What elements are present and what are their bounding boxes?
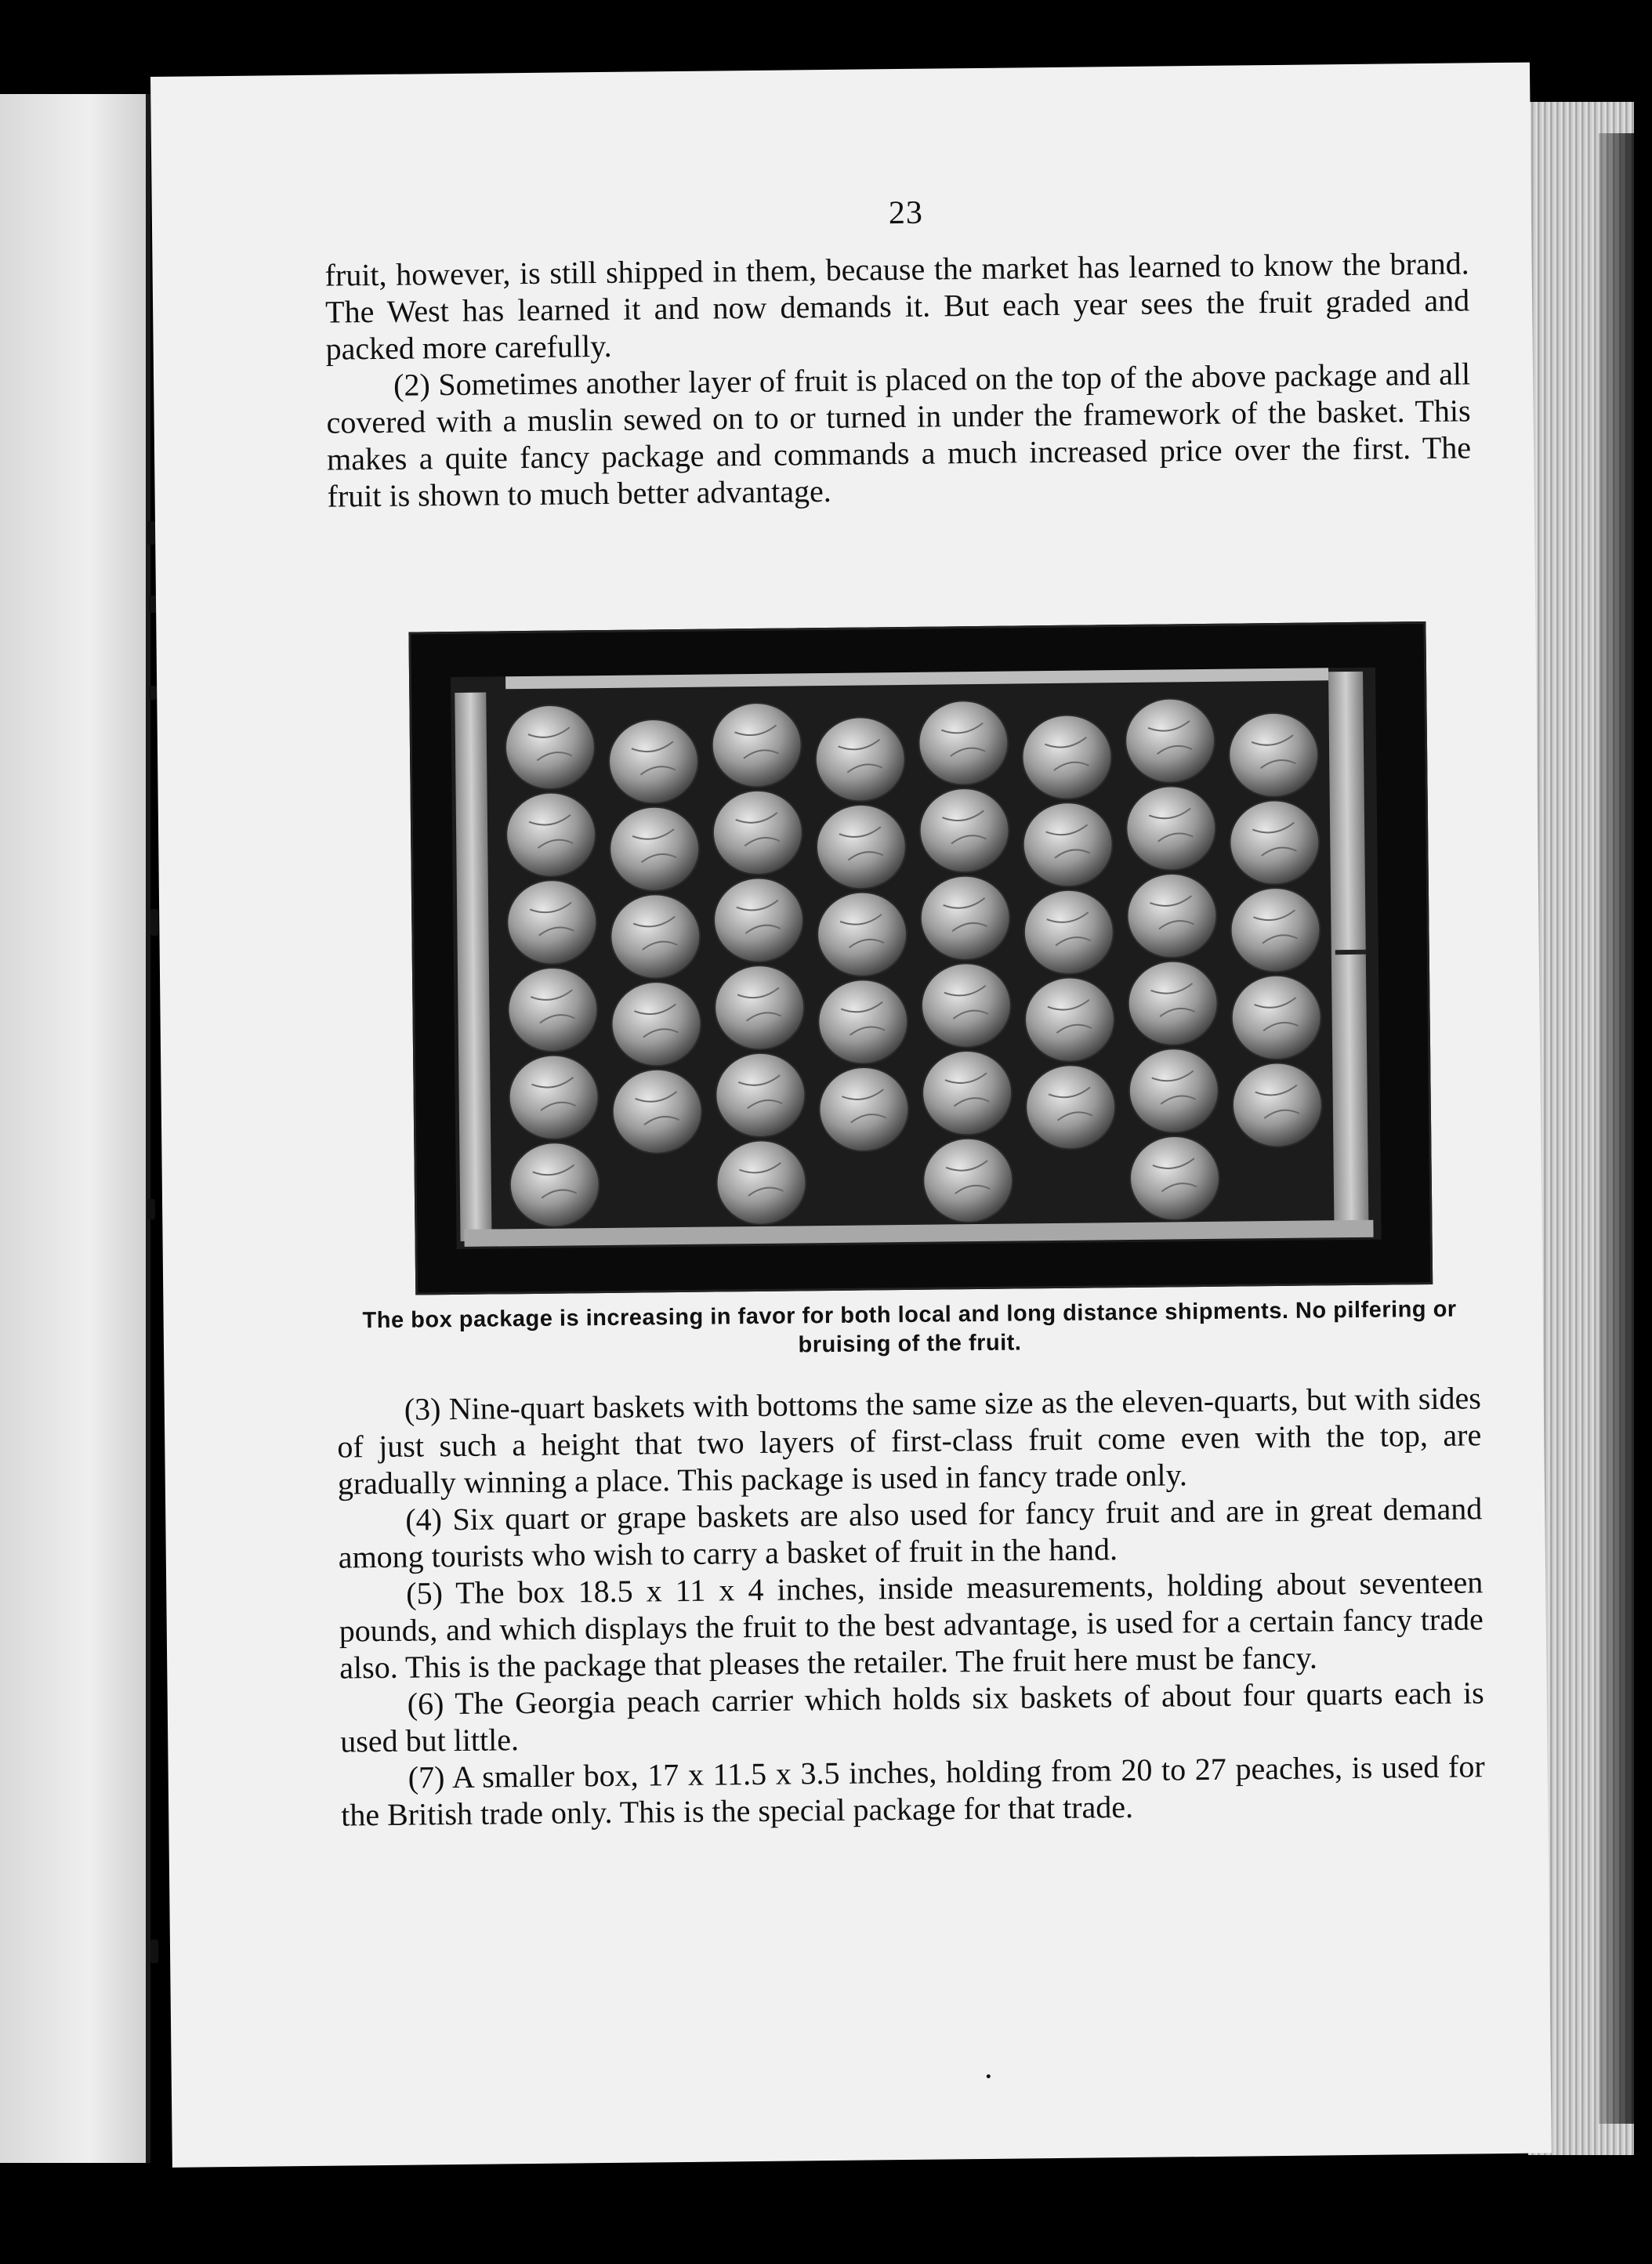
box-right-seam [1335, 950, 1367, 955]
wrapped-peach [1129, 1049, 1219, 1133]
wrapped-peach [612, 1069, 702, 1154]
wrapped-peach [921, 963, 1011, 1048]
gutter-mark [147, 1199, 155, 1219]
wrapped-peach [1023, 802, 1113, 887]
paragraph-3: (3) Nine-quart baskets with bottoms the same size as the eleven-quarts, but with sides of just such a height that two layers of first-class fruit come even with the top, are gradually winning a place. This package is used in fancy trade only. [337, 1380, 1482, 1501]
wrapped-peach [815, 717, 905, 802]
fruit-box-illustration [411, 624, 1430, 1292]
wrapped-peach [509, 1143, 600, 1227]
wrapped-peach [923, 1138, 1013, 1223]
gutter-mark [149, 686, 157, 700]
paragraph-2: (2) Sometimes another layer of fruit is placed on the top of the above package and all covered with a muslin sewed on to or turned in under the framework of the basket. This makes a quite fancy package and commands a much increased price over the first. The fruit is shown to much better advantage. [326, 356, 1472, 514]
top-text-block [324, 245, 1471, 514]
gutter-mark [147, 521, 155, 545]
wrapped-peach [819, 1067, 909, 1151]
fruit-box-photo [408, 621, 1433, 1295]
paragraph-4: (4) Six quart or grape baskets are also used for fancy fruit and are in great demand among tourists who wish to carry a basket of fruit in the hand. [338, 1491, 1483, 1575]
wrapped-peach [816, 804, 906, 889]
wrapped-peach [1127, 873, 1217, 958]
wrapped-peach [1022, 715, 1112, 799]
wrapped-peach [818, 980, 908, 1064]
gutter-mark [150, 909, 158, 936]
paragraph-5: (5) The box 18.5 x 11 x 4 inches, inside measurements, holding about seventeen pounds, and which displays the fruit to the best advantage, is used for a certain fancy trade also. This is the package that pleases the retailer. The fruit here must be fancy. [339, 1564, 1484, 1686]
wrapped-peach [1230, 800, 1320, 885]
wrapped-peach [610, 806, 700, 891]
bottom-text-block [337, 1379, 1486, 1833]
left-page-edge [0, 94, 149, 2163]
wrapped-peach [1024, 977, 1114, 1062]
wrapped-peach [1230, 888, 1321, 973]
wrapped-peach [919, 788, 1009, 872]
wrapped-peach [715, 965, 805, 1050]
wrapped-peach [1125, 698, 1215, 783]
wrapped-peach [922, 1050, 1013, 1135]
wrapped-peach [712, 703, 802, 788]
wrapped-peach [1232, 1063, 1322, 1147]
wrapped-peach [508, 967, 598, 1052]
wrapped-peach [1231, 975, 1321, 1060]
wrapped-peach [1128, 961, 1218, 1045]
wrapped-peach [1026, 1065, 1116, 1150]
wrapped-peach [506, 792, 596, 877]
wrapped-peach [1229, 712, 1319, 797]
page-number: 23 [888, 194, 924, 232]
book-gutter [146, 94, 150, 2163]
wrapped-peach [611, 981, 701, 1066]
paragraph-7: (7) A smaller box, 17 x 11.5 x 3.5 inches, holding from 20 to 27 peaches, is used for the British trade only. This is the special package for that trade. [341, 1748, 1485, 1833]
book-page [150, 63, 1552, 2168]
figure-caption: The box package is increasing in favor for both local and long distance shipments. No pilfering or bruising of the fruit. [362, 1296, 1457, 1358]
wrapped-peach [716, 1140, 806, 1225]
wrapped-peach [1126, 786, 1216, 871]
wrapped-peach [713, 878, 803, 962]
wrapped-peach [610, 894, 701, 979]
wrapped-peach [509, 1055, 599, 1139]
wrapped-peach [608, 719, 698, 804]
wrapped-peach [712, 790, 802, 875]
page-stack-shadow [1599, 133, 1638, 2124]
wrapped-peach [918, 701, 1009, 785]
wrapped-peach [507, 880, 597, 965]
print-speck [987, 2074, 991, 2078]
wrapped-peach [716, 1052, 806, 1137]
wrapped-peach [505, 705, 595, 789]
box-left-side [455, 693, 491, 1241]
paragraph-continuation: fruit, however, is still shipped in them, because the market has learned to know the brand. The West has learned it and now demands it. But each year sees the fruit graded and packed more carefully. [324, 245, 1470, 367]
wrapped-peach [1129, 1136, 1219, 1220]
paragraph-6: (6) The Georgia peach carrier which holds six baskets of about four quarts each is used but little. [340, 1675, 1484, 1759]
gutter-mark [150, 1940, 158, 1963]
wrapped-peach [920, 875, 1010, 960]
wrapped-peach [1023, 889, 1114, 974]
wrapped-peach [817, 892, 908, 976]
